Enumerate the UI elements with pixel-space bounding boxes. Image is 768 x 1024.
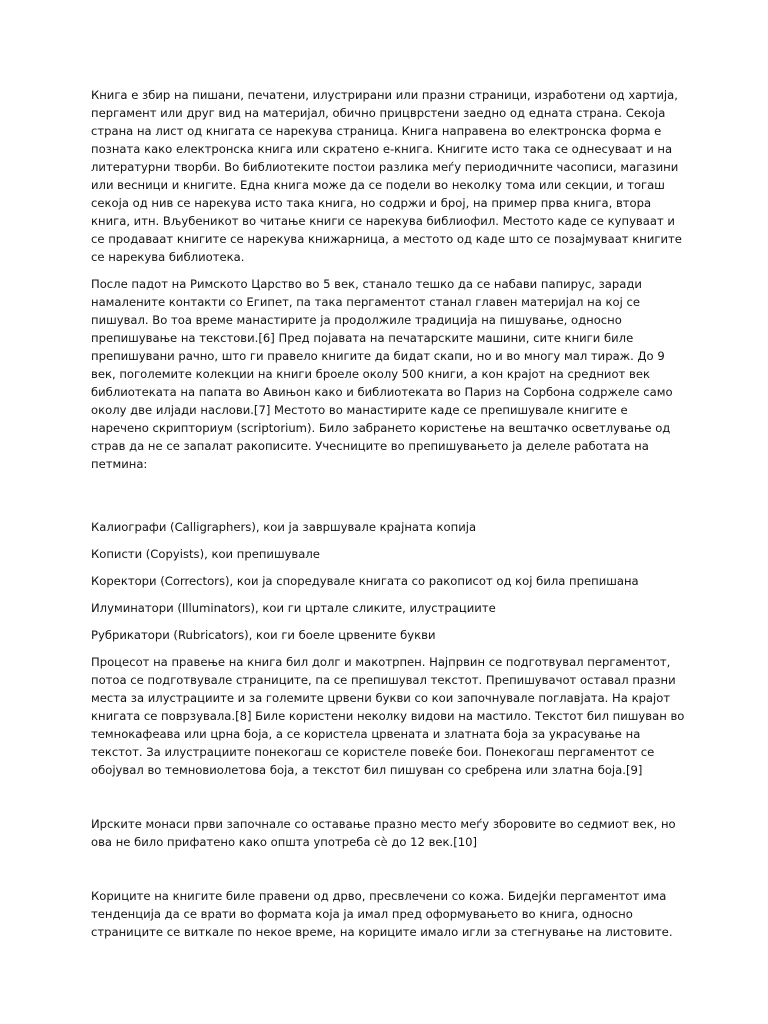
role-item-calligraphers: Калиографи (Calligraphers), кои ја завршувале крајната копија [91,520,477,534]
process-paragraph: Процесот на правење на книга бил долг и макотрпен. Најпрвин се подготвувал пергаментот, потоа се подготвувале страниците, па се препишувал текстот. Препишувачот оставал празни места за илустрациите и за големите црвени букви со кои започнувале поглавјата. На крајот книгата се поврзувала.[8] Биле користени неколку видови на мастило. Текстот бил пишуван во темнокафеава или црна боја, а се користела црвената и златната боја за украсување на текстот. За илустрациите понекогаш се користеле повеќе бои. Понекогаш пергаментот се обојувал во темновиолетова боја, а текстот бил пишуван со сребрена или златна боја.[9] [91,655,685,777]
irish-monks-paragraph: Ирските монаси први започнале со оставање празно место меѓу зборовите во седмиот век, но ова не било прифатено како општа употреба сè до 12 век.[10] [91,817,676,849]
history-paragraph: После падот на Римското Царство во 5 век, станало тешко да се набави папирус, заради намалените контакти со Египет, па така пергаментот станал главен материјал на кој се пишувал. Во тоа време манастирите ја продолжиле традиција на пишување, односно препишување на текстови.[6] Пред појавата на печатарските машини, сите книги биле препишувани рачно, што ги правело книгите да бидат скапи, но и во многу мал тираж. До 9 век, поголемите колекции на книги броеле околу 500 книги, а кон крајот на средниот век библиотеката на папата во Авињон како и библиотеката во Париз на Сорбона содржеле само околу две илјади наслови.[7] Местото во манастирите каде се препишувале книгите е наречено скрипториум (scriptorium). Било забрането користење на вештачко осветлување од страв да не се запалат ракописите. Учесниците во препишувањето ја делеле работата на петмина: [91,277,673,471]
role-item-copyists: Кописти (Copyists), кои препишувале [91,547,320,561]
intro-paragraph: Книга е збир на пишани, печатени, илустрирани или празни страници, изработени од хартија, пергамент или друг вид на материјал, обично прицврстени заедно од едната страна. Секоја страна на лист од книгата се нарекува страница. Книга направена во електронска форма е позната како електронска книга или скратено е-книга. Книгите исто така се однесуваат и на литературни творби. Во библиотеките постои разлика меѓу периодичните часописи, магазини или весници и книгите. Една книга може да се подели во неколку тома или секции, и тогаш секоја од нив се нарекува исто така книга, но содржи и број, на пример прва книга, втора книга, итн. Вљубеникот во читање книги се нарекува библиофил. Местото каде се купуваат и се продаваат книгите се нарекува книжарница, а местото од каде што се позајмуваат книгите се нарекува библиотека. [91,88,682,264]
roles-list [91,518,685,644]
role-item-rubricators: Рубрикатори (Rubricators), кои ги боеле црвените букви [91,628,436,642]
document-body [91,86,685,950]
book-covers-paragraph: Кориците на книгите биле правени од дрво, пресвлечени со кожа. Бидејќи пергаментот има тенденција да се врати во формата која ја имал пред оформувањето во книга, односно страниците се виткале по некое време, на кориците имало игли за стегнување на листовите. [91,889,673,939]
role-item-illuminators: Илуминатори (Illuminators), кои ги цртале сликите, илустрациите [91,601,496,615]
role-item-correctors: Коректори (Correctors), кои ја споредувале книгата со ракописот од кој била препишана [91,574,639,588]
